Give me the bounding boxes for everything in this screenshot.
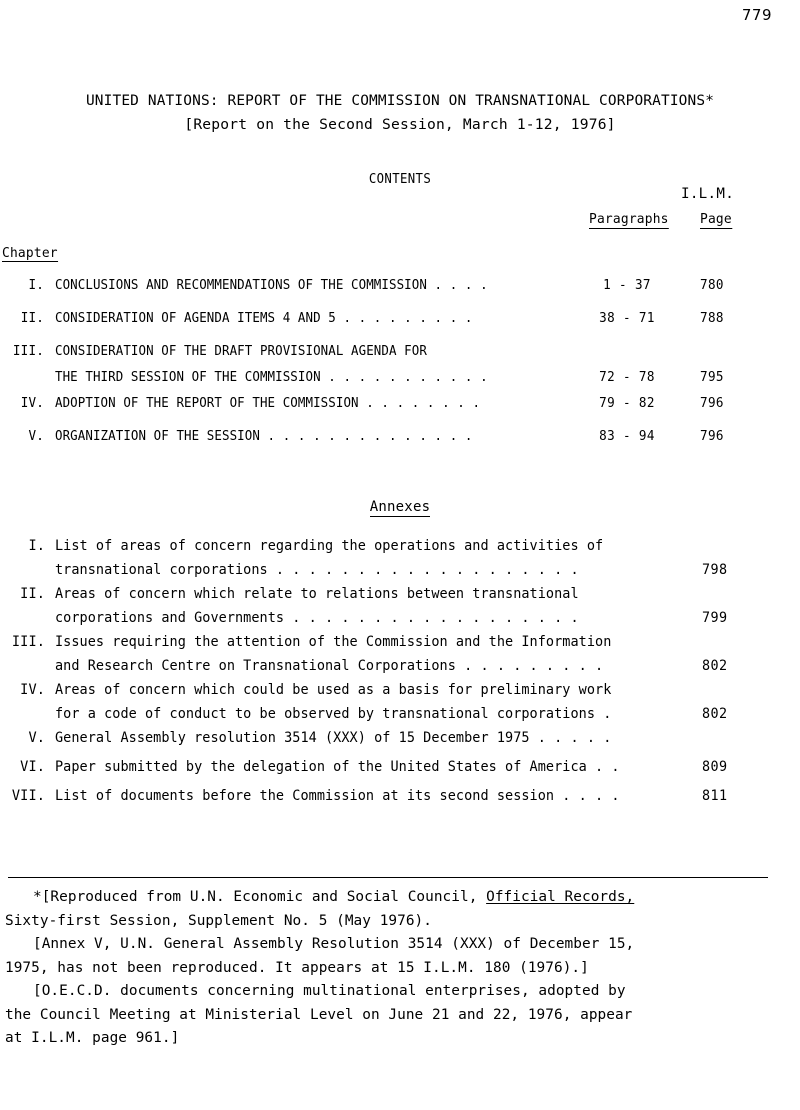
chapter-numeral: V. [28,429,44,444]
table-row [0,344,800,396]
annex-numeral: VII. [11,788,45,804]
table-row [0,396,800,429]
footnote-3-line-2: the Council Meeting at Ministerial Level on June 21 and 22, 1976, appear [5,1006,633,1023]
chapter-paragraph-range: 83 - 94 [599,429,655,444]
chapter-title: ORGANIZATION OF THE SESSION . . . . . . . . . . . . . . [55,429,473,444]
chapter-page-number: 796 [700,396,724,411]
annex-page-number: 802 [702,706,728,722]
list-item [0,682,800,730]
footnote-1-line-2: Sixty-first Session, Supplement No. 5 (May 1976). [5,912,432,929]
annex-numeral: II. [20,586,45,602]
annex-title-continuation: and Research Centre on Transnational Corporations . . . . . . . . . [55,658,604,674]
title-line-2: [Report on the Second Session, March 1-12, 1976] [184,116,616,133]
list-item [0,730,800,759]
chapter-title: CONSIDERATION OF AGENDA ITEMS 4 AND 5 . . . . . . . . . [55,311,473,326]
chapter-numeral: III. [12,344,44,359]
list-item [0,788,800,817]
chapter-page-number: 796 [700,429,724,444]
annex-page-number: 799 [702,610,728,626]
annex-title-continuation: corporations and Governments . . . . . . . . . . . . . . . . . . [55,610,579,626]
annex-page-number: 798 [702,562,728,578]
footnote-divider-rule [8,877,768,878]
contents-heading: CONTENTS [368,172,432,187]
annexes-heading-text: Annexes [369,499,431,515]
annex-title: List of areas of concern regarding the operations and activities of [55,538,604,554]
chapter-paragraph-range: 38 - 71 [599,311,655,326]
footnote-1-text-a: *[Reproduced from U.N. Economic and Social Council, [33,889,487,905]
annex-page-number: 802 [702,658,728,674]
footnote-paragraph-2: [Annex V, U.N. General Assembly Resolution 3514 (XXX) of December 15, [33,936,635,952]
table-row [0,278,800,311]
chapter-numeral: II. [20,311,44,326]
footnote-1-underlined-citation: Official Records, [486,889,635,905]
chapter-numeral: I. [28,278,44,293]
annex-title: Areas of concern which relate to relations between transnational [55,586,579,602]
page-column-header: Page [700,211,732,227]
annex-title: Issues requiring the attention of the Commission and the Information [55,634,612,650]
annex-title: General Assembly resolution 3514 (XXX) of 15 December 1975 . . . . . [55,730,612,746]
annexes-heading [0,499,800,515]
chapter-list [0,278,800,462]
chapter-title: ADOPTION OF THE REPORT OF THE COMMISSION . . . . . . . . [55,396,481,411]
paragraphs-column-header: Paragraphs [589,211,669,227]
list-item [0,634,800,682]
annex-numeral: VI. [20,759,45,775]
chapter-page-number: 795 [700,370,724,385]
chapter-section-label: Chapter [2,245,58,261]
page-folio-number: 779 [741,6,772,24]
footnote-paragraph-1 [5,886,795,910]
list-item [0,586,800,634]
annex-title: Paper submitted by the delegation of the United States of America . . [55,759,620,775]
chapter-paragraph-range: 79 - 82 [599,396,655,411]
chapter-paragraph-range: 1 - 37 [603,278,651,293]
chapter-title-continuation: THE THIRD SESSION OF THE COMMISSION . . . . . . . . . . . [55,370,488,385]
list-item [0,538,800,586]
footnote-block [5,886,795,1051]
annex-numeral: IV. [20,682,45,698]
table-row [0,429,800,462]
title-line-1: UNITED NATIONS: REPORT OF THE COMMISSION ON TRANSNATIONAL CORPORATIONS* [85,92,715,109]
footnote-paragraph-3: [O.E.C.D. documents concerning multinational enterprises, adopted by [33,983,626,999]
annex-title-continuation: for a code of conduct to be observed by transnational corporations . [55,706,612,722]
chapter-page-number: 788 [700,311,724,326]
footnote-3-line-3: at I.L.M. page 961.] [5,1030,180,1046]
annex-list [0,538,800,817]
annex-page-number: 809 [702,759,728,775]
annex-page-number: 811 [702,788,728,804]
chapter-paragraph-range: 72 - 78 [599,370,655,385]
list-item [0,759,800,788]
annex-title: List of documents before the Commission at its second session . . . . [55,788,620,804]
document-title-block [0,92,800,133]
chapter-numeral: IV. [20,396,44,411]
chapter-title: CONSIDERATION OF THE DRAFT PROVISIONAL AGENDA FOR [55,344,427,359]
chapter-title: CONCLUSIONS AND RECOMMENDATIONS OF THE COMMISSION . . . . [55,278,488,293]
table-row [0,311,800,344]
chapter-page-number: 780 [700,278,724,293]
annex-numeral: III. [11,634,45,650]
annex-numeral: I. [28,538,45,554]
ilm-column-label: I.L.M. [681,186,735,202]
annex-numeral: V. [28,730,45,746]
footnote-2-line-2: 1975, has not been reproduced. It appears at 15 I.L.M. 180 (1976).] [5,959,589,976]
annex-title: Areas of concern which could be used as a basis for preliminary work [55,682,612,698]
annex-title-continuation: transnational corporations . . . . . . . . . . . . . . . . . . . [55,562,579,578]
